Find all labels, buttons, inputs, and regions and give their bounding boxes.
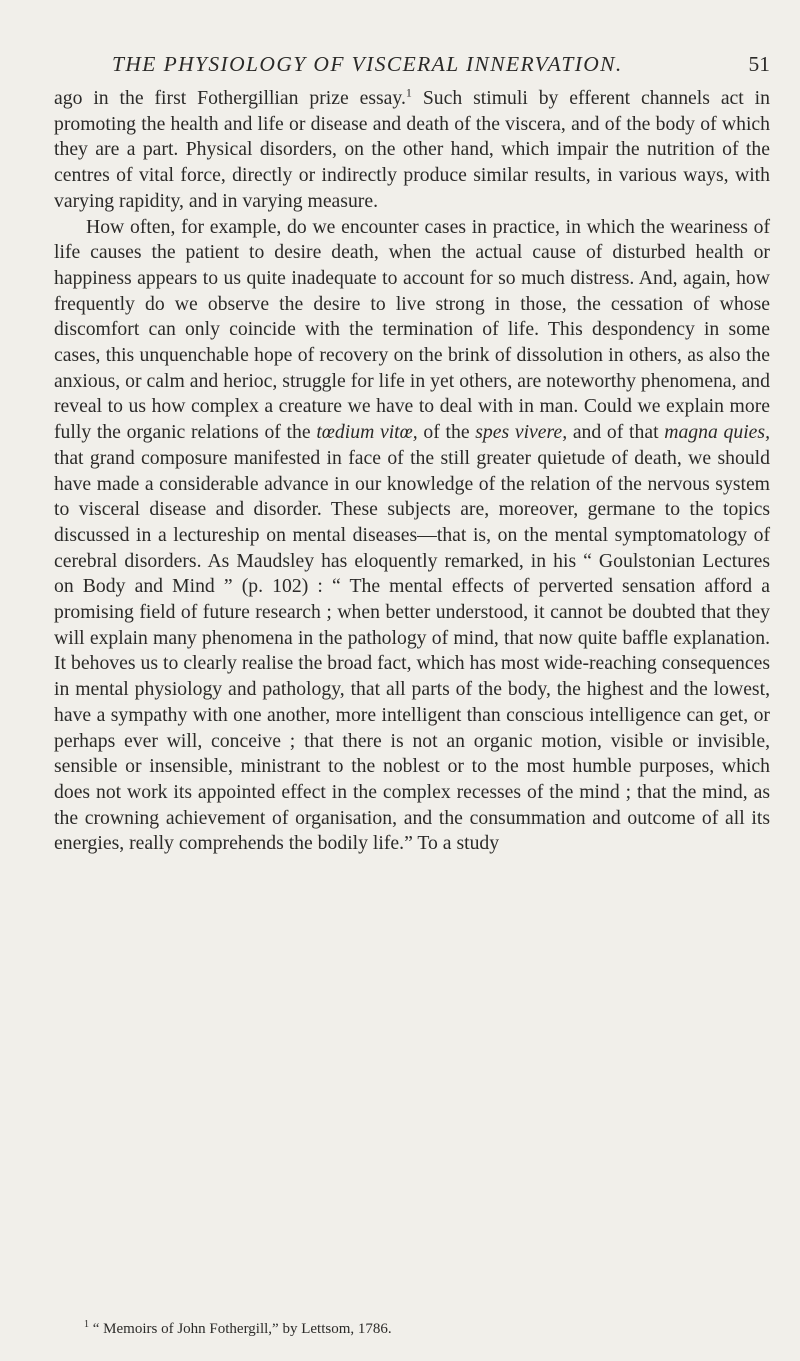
paragraph-2-text-d: that grand composure manifested in face of the still greater quietude of death, we should have made a considerable advance in our knowledge of the relation of the nervous system to visceral disease and disorder. These subjects are, moreover, germane to the topics discussed in a lectureship on mental diseases—that is, on the mental symptomatology of cerebral disorders. As Maudsley has eloquently remarked, in his “ Goulstonian Lectures on Body and Mind ” (p. 102) : “ The mental effects of perverted sensation afford a promising field of future research ; when better understood, it cannot be doubted that they will explain many phenomena in the pathology of mind, that now quite baffle explanation. It behoves us to clearly realise the broad fact, which has most wide-reaching consequences in mental physiology and pathology, that all parts of the body, the highest and the lowest, have a sympathy with one another, more intelligent than conscious intelligence can get, or perhaps ever will, conceive ; that there is not an organic motion, visible or invisible, sensible or insensible, ministrant to the noblest or to the most humble purposes, which does not work its appointed effect in the complex recesses of the mind ; that the mind, as the crowning achievement of organisation, and the consummation and outcome of all its energies, really comprehends the bodily life.” To a study bbox=[54, 446, 770, 855]
paragraph-1-text-b: Such stimuli by efferent channels act in promoting the health and life or disease and death of the viscera, and of the body of which they are a part. Physical disorders, on the other hand, which impair the nutrition of the centres of vital force, directly or indirectly produce similar results, in various ways, with varying rapidity, and in varying measure. bbox=[54, 87, 770, 212]
latin-phrase-taedium-vitae: tœdium vitœ, bbox=[316, 421, 418, 444]
page-header bbox=[112, 52, 770, 84]
body-text bbox=[54, 86, 770, 857]
paragraph-2-text-a: How often, for example, do we encounter cases in practice, in which the weariness of life causes the patient to desire death, when the actual cause of disturbed health or happiness appears to us quite inadequate to account for so much distress. And, again, how frequently do we observe the desire to live strong in those, the cessation of whose discomfort can only coincide with the termination of life. This despondency in some cases, this unquenchable hope of recovery on the brink of dissolution in others, as also the anxious, or calm and herioc, struggle for life in yet others, are noteworthy phenomena, and reveal to us how complex a creature we have to deal with in man. Could we explain more fully the organic relations of the bbox=[54, 215, 770, 444]
latin-phrase-magna-quies: magna quies, bbox=[664, 421, 770, 444]
footnote bbox=[54, 1320, 770, 1338]
footnote-reference: 1 bbox=[405, 85, 412, 100]
footnote-mark: 1 bbox=[84, 1319, 89, 1330]
running-title: THE PHYSIOLOGY OF VISCERAL INNERVATION. bbox=[112, 52, 623, 76]
paragraph-2-text-c: and of that bbox=[567, 421, 665, 444]
footnote-text: “ Memoirs of John Fothergill,” by Lettsom, 1786. bbox=[89, 1321, 392, 1337]
page-number: 51 bbox=[748, 52, 770, 76]
paragraph-2 bbox=[54, 215, 770, 858]
latin-phrase-spes-vivere: spes vivere, bbox=[475, 421, 568, 444]
paragraph-2-text-b: of the bbox=[417, 421, 476, 444]
paragraph-1 bbox=[54, 86, 770, 215]
paragraph-1-text-a: ago in the first Fothergillian prize essay. bbox=[54, 87, 406, 109]
